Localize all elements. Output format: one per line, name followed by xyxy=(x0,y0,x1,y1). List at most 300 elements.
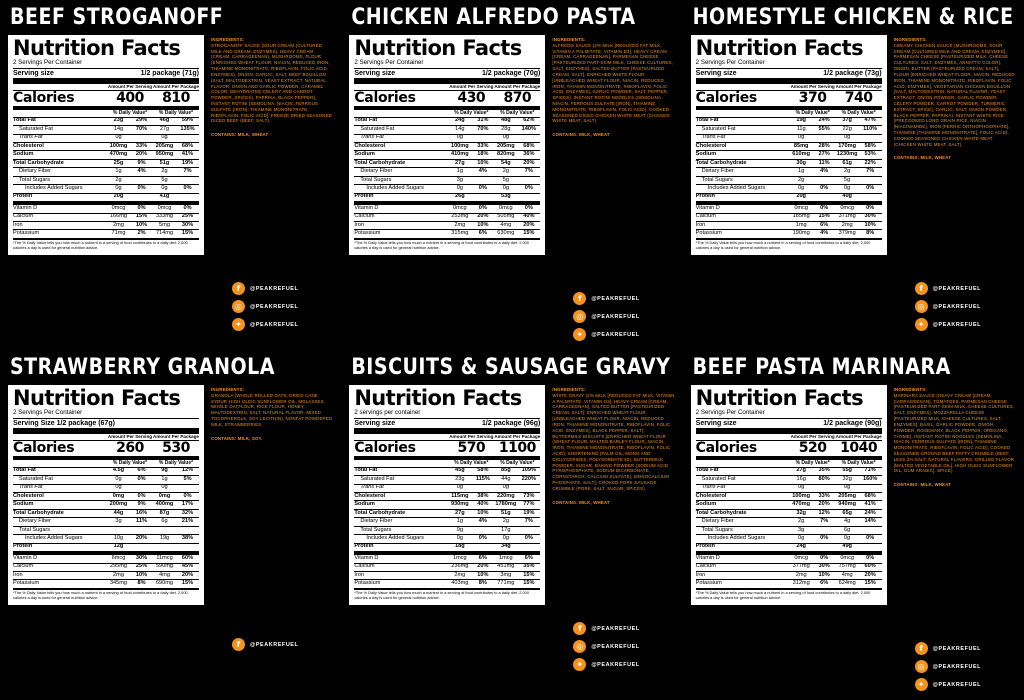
nutrient-amount-package: 0g xyxy=(494,484,517,492)
table-row xyxy=(696,572,882,580)
nutrient-dv-serving: 6% xyxy=(813,222,836,230)
nutrient-dv-serving xyxy=(130,176,153,184)
nutrient-amount-package: 6g xyxy=(153,518,176,526)
nutrient-amount-serving: 166mg xyxy=(107,213,130,221)
calories-per-package: 1100 xyxy=(498,439,536,456)
daily-value-footnote: *The % Daily Value tells you how much a nutrient in a serving of food contributes to a daily diet. 2,000 calories a day is used for general nutrition advice. xyxy=(13,240,188,251)
facebook-icon: f xyxy=(915,282,928,295)
nutrient-amount-serving: 19g xyxy=(790,118,813,126)
nutrient-amount-serving: 3g xyxy=(790,526,813,534)
nutrient-dv-serving xyxy=(471,526,494,534)
nutrient-name: Vitamin D xyxy=(696,553,790,563)
product-title: BISCUITS & SAUSAGE GRAVY xyxy=(351,354,671,380)
table-row xyxy=(13,526,199,534)
nutrient-dv-package: 24% xyxy=(859,509,882,517)
nutrient-dv-serving: 0% xyxy=(813,185,836,193)
dv-header-package: % Daily Value* xyxy=(500,109,535,116)
nutrient-dv-serving: 6% xyxy=(471,230,494,239)
nutrient-amount-package: 333mg xyxy=(153,213,176,221)
table-row xyxy=(13,118,199,126)
nutrient-name: Trans Fat xyxy=(696,484,790,492)
nutrient-name: Protein xyxy=(696,543,790,553)
table-row xyxy=(354,543,540,553)
nutrient-amount-package: 820mg xyxy=(494,151,517,159)
table-row xyxy=(13,580,199,589)
nutrient-dv-serving: 0% xyxy=(130,476,153,484)
nutrient-dv-package: 0% xyxy=(176,492,199,500)
nutrient-name: Calcium xyxy=(13,213,107,221)
table-row xyxy=(696,222,882,230)
dv-header-package: % Daily Value* xyxy=(158,459,194,466)
nutrient-dv-package: 73% xyxy=(517,492,540,500)
nutrient-amount-package: 5g xyxy=(494,176,517,184)
nutrient-dv-package: 15% xyxy=(517,572,540,580)
nutrient-amount-serving: 2mg xyxy=(790,572,813,580)
nutrient-amount-package: 0g xyxy=(153,484,176,492)
nutrient-dv-serving: 16% xyxy=(130,509,153,517)
nutrient-dv-package: 0% xyxy=(517,185,540,193)
table-row xyxy=(13,553,199,563)
nutrition-facts-label xyxy=(349,385,545,605)
nutrient-amount-package: 48g xyxy=(494,118,517,126)
nutrient-name: Protein xyxy=(13,543,107,553)
nutrient-dv-package: 20% xyxy=(517,222,540,230)
nutrient-name: Protein xyxy=(13,193,107,203)
table-row xyxy=(354,159,540,167)
nutrient-dv-package: 15% xyxy=(517,580,540,589)
nutrient-amount-package: 51g xyxy=(494,509,517,517)
nutrient-dv-package: 68% xyxy=(517,142,540,150)
nutrient-dv-serving xyxy=(471,543,494,553)
nutrient-dv-serving: 25% xyxy=(130,563,153,571)
social-twitter[interactable] xyxy=(915,318,981,331)
nutrient-amount-package: 0mcg xyxy=(153,203,176,213)
nutrient-amount-serving: 470mg xyxy=(107,151,130,159)
nutrient-dv-package: 22% xyxy=(859,159,882,167)
nutrient-amount-serving: 100mg xyxy=(107,142,130,150)
social-twitter[interactable] xyxy=(915,678,981,691)
col-amount-per-serving: Amount Per Serving xyxy=(449,433,494,439)
nutrient-amount-serving: 1mg xyxy=(790,222,813,230)
nutrient-name: Protein xyxy=(354,193,448,203)
nutrient-name: Iron xyxy=(13,222,107,230)
nutrient-dv-package: 160% xyxy=(859,476,882,484)
nutrient-name: Saturated Fat xyxy=(354,476,448,484)
nutrient-name: Iron xyxy=(13,572,107,580)
nutrient-amount-serving: 14g xyxy=(448,126,471,134)
nutrient-name: Total Fat xyxy=(696,118,790,126)
nutrient-amount-package: 0g xyxy=(494,535,517,543)
table-row xyxy=(696,484,882,492)
serving-size-label: Serving Size 1/2 package (67g) xyxy=(13,419,115,427)
ingredients-heading: INGREDIENTS: xyxy=(893,387,927,392)
social-instagram[interactable] xyxy=(573,640,639,653)
table-row xyxy=(13,492,199,500)
nutrient-amount-package: 4mg xyxy=(494,222,517,230)
nutrient-name: Potassium xyxy=(354,580,448,589)
table-row xyxy=(13,535,199,543)
nutrient-dv-serving: 115% xyxy=(471,476,494,484)
nutrient-amount-serving: 0g xyxy=(448,535,471,543)
nutrient-dv-serving: 8% xyxy=(471,580,494,589)
nutrition-facts-heading: Nutrition Facts xyxy=(354,386,522,410)
nutrient-rows-0 xyxy=(13,118,199,239)
dv-header-serving: % Daily Value* xyxy=(795,459,830,466)
ingredients-text: STROGANOFF SAUCE [SOUR CREAM (CULTURED MILK AND CREAM, ENZYMES), HEAVY CREAM (CREAM, CARRAGEENAN), MUSHROOMS, FLOUR (ENRICHED WHEAT FLOUR, NIACIN, REDUCED IRON, THIAMINE MONONITRATE, RIBOFLAVIN, FOLIC ACID, ENZYMES), ONION, GARLIC, SALT, BEEF BOUILLON (SALT, MALTODEXTRIN, YEAST EXTRACT, NATURAL FLAVOR, ONION AND GARLIC POWDER, CARAMEL COLOR, DEHYDRATED CELERY AND CARROT POWDER, SPICES), PAPRIKA, BLACK PEPPER], INSTANT ROTINI [SEMOLINA, NIACIN, FERROUS SULFATE (IRON), THIAMINE MONONITRATE, RIBOFLAVIN, FOLIC ACID], FREEZE DRIED SEASONED DICED BEEF (BEEF, SALT). xyxy=(211,42,332,124)
nutrition-facts-heading: Nutrition Facts xyxy=(695,386,863,410)
nutrient-dv-package xyxy=(517,543,540,553)
nutrient-amount-serving: 2mg xyxy=(107,572,130,580)
social-links xyxy=(915,642,981,691)
nutrient-dv-serving: 0% xyxy=(130,492,153,500)
table-row xyxy=(13,159,199,167)
nutrient-amount-package: 2g xyxy=(494,168,517,176)
nutrient-dv-serving: 6% xyxy=(813,580,836,589)
table-row xyxy=(696,134,882,142)
nutrient-amount-serving: 85mg xyxy=(790,142,813,150)
twitter-icon: ✦ xyxy=(573,658,586,671)
nutrient-amount-serving: 23g xyxy=(107,118,130,126)
table-row xyxy=(696,563,882,571)
nutrient-amount-serving xyxy=(107,526,130,534)
dv-header-serving: % Daily Value* xyxy=(112,459,148,466)
table-row xyxy=(354,509,540,517)
facebook-handle: @PEAKREFUEL xyxy=(932,645,982,652)
nutrient-dv-package: 109% xyxy=(517,468,540,476)
nutrient-amount-package: 205mg xyxy=(836,492,859,500)
table-row xyxy=(354,126,540,134)
nutrient-name: Sodium xyxy=(354,151,448,159)
nutrient-dv-serving: 9% xyxy=(130,501,153,509)
nutrient-amount-package: 379mg xyxy=(836,230,859,239)
nutrient-amount-package: 32g xyxy=(836,476,859,484)
table-row xyxy=(696,553,882,563)
nutrient-name: Cholesterol xyxy=(696,492,790,500)
nutrient-dv-serving: 70% xyxy=(130,126,153,134)
nutrient-amount-serving: 345mg xyxy=(107,580,130,589)
dv-header-serving: % Daily Value* xyxy=(112,109,148,116)
table-row xyxy=(696,118,882,126)
serving-size-label: Serving size xyxy=(695,69,737,77)
table-row xyxy=(354,168,540,176)
nutrient-amount-package: 624mg xyxy=(836,580,859,589)
nutrient-dv-serving xyxy=(130,526,153,534)
social-instagram[interactable] xyxy=(232,300,298,313)
nutrient-dv-package: 47% xyxy=(859,118,882,126)
twitter-icon: ✦ xyxy=(915,318,928,331)
col-amount-per-package: Amount Per Package xyxy=(494,83,541,89)
nutrient-name: Total Sugars xyxy=(13,526,107,534)
serving-size-label: Serving size xyxy=(695,419,737,427)
nutrient-name: Total Sugars xyxy=(696,526,790,534)
social-twitter[interactable] xyxy=(232,318,298,331)
nutrient-dv-serving: 4% xyxy=(471,518,494,526)
nutrient-dv-package: 53% xyxy=(859,151,882,159)
contains-text: CONTAINS: MILK, WHEAT xyxy=(552,132,610,138)
nutrient-amount-package: 205mg xyxy=(494,142,517,150)
table-row xyxy=(354,222,540,230)
nutrient-amount-package xyxy=(153,526,176,534)
social-twitter[interactable] xyxy=(573,328,639,341)
nutrient-amount-package: 0mcg xyxy=(836,553,859,563)
nutrient-name: Total Fat xyxy=(354,118,448,126)
nutrient-dv-serving: 27% xyxy=(813,151,836,159)
nutrient-name: Total Fat xyxy=(13,118,107,126)
nutrient-amount-serving: 100mg xyxy=(448,142,471,150)
social-facebook[interactable] xyxy=(573,292,639,305)
nutrient-amount-package: 0g xyxy=(494,134,517,142)
contains-text: CONTAINS: MILK, WHEAT xyxy=(211,132,269,138)
table-row xyxy=(13,518,199,526)
ingredients-heading: INGREDIENTS: xyxy=(552,387,586,392)
nutrient-amount-serving: 185mg xyxy=(790,213,813,221)
table-row xyxy=(354,501,540,509)
nutrient-dv-serving: 0% xyxy=(130,185,153,193)
servings-per-container: 2 Servings Per Container xyxy=(13,60,199,69)
nutrient-amount-serving: 2g xyxy=(107,176,130,184)
social-facebook[interactable] xyxy=(232,638,298,651)
nutrient-amount-serving: 0g xyxy=(448,185,471,193)
table-row xyxy=(13,176,199,184)
nutrient-name: Total Fat xyxy=(354,468,448,476)
ingredients-block xyxy=(211,35,333,138)
nutrient-dv-serving: 11% xyxy=(813,159,836,167)
nutrient-name: Dietary Fiber xyxy=(13,518,107,526)
nutrient-amount-package: 87g xyxy=(153,509,176,517)
nutrient-amount-package: 6g xyxy=(836,526,859,534)
table-row xyxy=(354,230,540,239)
nutrient-name: Total Sugars xyxy=(13,176,107,184)
nutrient-dv-package xyxy=(859,543,882,553)
contains-text: CONTAINS: MILK, WHEAT xyxy=(893,482,952,488)
nutrient-amount-package: 49g xyxy=(836,543,859,553)
nutrient-dv-serving: 7% xyxy=(813,518,836,526)
nutrient-amount-serving: 0g xyxy=(107,484,130,492)
nutrient-dv-serving: 15% xyxy=(130,213,153,221)
ingredients-block xyxy=(552,385,674,505)
nutrient-name: Includes Added Sugars xyxy=(13,185,107,193)
social-facebook[interactable] xyxy=(915,282,981,295)
nutrient-name: Total Carbohydrate xyxy=(13,509,107,517)
nutrient-name: Dietary Fiber xyxy=(354,518,448,526)
nutrient-dv-package: 41% xyxy=(859,501,882,509)
nutrient-name: Total Carbohydrate xyxy=(696,159,790,167)
table-row xyxy=(696,126,882,134)
calories-per-serving: 260 xyxy=(116,439,144,456)
nutrient-dv-package: 20% xyxy=(859,572,882,580)
calories-per-serving: 400 xyxy=(116,89,144,106)
nutrient-dv-package xyxy=(517,484,540,492)
product-title: BEEF STROGANOFF xyxy=(10,4,224,30)
nutrient-dv-serving: 0% xyxy=(130,203,153,213)
nutrient-table xyxy=(13,118,199,240)
facebook-handle: @PEAKREFUEL xyxy=(932,285,982,292)
nutrient-name: Dietary Fiber xyxy=(696,518,790,526)
nutrient-table xyxy=(696,468,882,590)
nutrient-amount-serving: 403mg xyxy=(448,580,471,589)
table-row xyxy=(354,151,540,159)
nutrient-dv-package xyxy=(859,134,882,142)
calories-per-serving: 520 xyxy=(798,439,827,456)
nutrient-name: Total Carbohydrate xyxy=(13,159,107,167)
nutrient-amount-package: 37g xyxy=(836,118,859,126)
social-facebook[interactable] xyxy=(232,282,298,295)
ingredients-heading: INGREDIENTS: xyxy=(211,387,245,392)
nutrient-dv-serving: 10% xyxy=(471,509,494,517)
nutrient-dv-serving: 0% xyxy=(813,535,836,543)
nutrient-dv-package: 15% xyxy=(176,580,199,589)
nutrient-amount-serving: 0mg xyxy=(107,492,130,500)
table-row xyxy=(354,553,540,563)
table-row xyxy=(13,203,199,213)
ingredients-block xyxy=(894,385,1016,488)
social-links xyxy=(232,282,298,331)
nutrient-name: Sodium xyxy=(354,501,448,509)
nutrient-dv-serving: 80% xyxy=(813,476,836,484)
nutrient-amount-serving: 0g xyxy=(790,185,813,193)
social-facebook[interactable] xyxy=(573,622,639,635)
table-row xyxy=(696,203,882,213)
nutrient-dv-package: 15% xyxy=(517,230,540,239)
nutrient-amount-serving: 0g xyxy=(790,134,813,142)
nutrient-name: Potassium xyxy=(354,230,448,239)
calories-label: Calories xyxy=(354,89,416,106)
nutrient-dv-package: 62% xyxy=(517,118,540,126)
ingredients-heading: INGREDIENTS: xyxy=(552,37,586,42)
ingredients-text: MARINARA SAUCE (HEAVY CREAM [CREAM, CARRAGEENAN], TOMATOES, PARMESAN CHEESE [PASTEURIZED PART-SKIM MILK, CHEESE CULTURES, SALT, ENZYMES], MOZZARELLA CHEESE [PASTEURIZED MILK, CHEESE CULTURES, SALT, ENZYMES], BASIL, GARLIC POWDER, ONION POWDER, ROSEMARY, BLACK PEPPER, OREGANO, THYME), INSTANT ROTINI NOODLES (SEMOLINA, NIACIN, FERROUS SULFATE [IRON], THIAMINE MONONITRATE, RIBOFLAVIN, FOLIC ACID), COOKED SEASONED GROUND BEEF PATTY CRUMBLE (BEEF, LESS 2% SALT, NATURAL FLAVORS, GRILLED FLAVOR [MALTED VEGETABLE OIL], HIGH OLEIC SUNFLOWER OIL, GUM ARABIC], SPICE) xyxy=(893,392,1015,474)
nutrient-dv-serving xyxy=(813,193,836,203)
servings-per-container: 2 Servings Per Container xyxy=(13,410,199,419)
nutrient-name: Saturated Fat xyxy=(696,126,790,134)
servings-per-container: 2 Servings Per Container xyxy=(696,60,882,69)
nutrient-dv-serving: 4% xyxy=(813,168,836,176)
nutrient-dv-package: 0% xyxy=(176,203,199,213)
nutrient-amount-package: 65g xyxy=(836,509,859,517)
nutrient-dv-package: 58% xyxy=(859,142,882,150)
table-row xyxy=(696,193,882,203)
nutrient-rows-3 xyxy=(13,468,199,589)
calories-label: Calories xyxy=(695,439,757,456)
social-links xyxy=(573,292,639,341)
nutrition-facts-label xyxy=(691,35,887,255)
nutrient-dv-serving: 20% xyxy=(813,501,836,509)
table-row xyxy=(13,509,199,517)
social-twitter[interactable] xyxy=(573,658,639,671)
nutrient-amount-serving: 377mg xyxy=(790,563,813,571)
nutrient-dv-serving: 70% xyxy=(471,126,494,134)
ingredients-heading: INGREDIENTS: xyxy=(893,37,927,42)
nutrient-dv-serving: 38% xyxy=(471,492,494,500)
social-instagram[interactable] xyxy=(573,310,639,323)
social-instagram[interactable] xyxy=(915,300,981,313)
nutrient-name: Cholesterol xyxy=(13,492,107,500)
nutrient-amount-package: 940mg xyxy=(836,501,859,509)
nutrient-dv-serving: 35% xyxy=(813,468,836,476)
col-amount-per-package: Amount Per Package xyxy=(153,83,199,89)
nutrient-dv-package: 0% xyxy=(517,535,540,543)
nutrient-rows-4 xyxy=(354,468,540,589)
table-row xyxy=(13,151,199,159)
serving-size-value: 1/2 package (71g) xyxy=(140,69,199,77)
table-row xyxy=(13,476,199,484)
social-instagram[interactable] xyxy=(915,660,981,673)
ingredients-block xyxy=(894,35,1016,161)
nutrient-amount-package: 1780mg xyxy=(494,501,517,509)
instagram-handle: @PEAKREFUEL xyxy=(591,643,640,650)
product-title: STRAWBERRY GRANOLA xyxy=(10,354,275,380)
nutrient-amount-serving: 1g xyxy=(107,168,130,176)
nutrient-table xyxy=(696,118,882,240)
nutrient-amount-package: 690mg xyxy=(153,580,176,589)
col-amount-per-package: Amount Per Package xyxy=(494,433,541,439)
nutrient-amount-serving: 0g xyxy=(107,476,130,484)
nutrient-dv-package: 0% xyxy=(176,185,199,193)
nutrient-amount-package: 5mg xyxy=(153,222,176,230)
nutrient-dv-serving: 20% xyxy=(130,535,153,543)
nutrition-facts-label xyxy=(691,385,887,605)
nutrient-name: Trans Fat xyxy=(354,134,448,142)
nutrient-dv-serving: 6% xyxy=(130,468,153,476)
table-row xyxy=(696,580,882,589)
nutrient-amount-serving: 610mg xyxy=(790,151,813,159)
product-panel-homestyle-chicken-and-rice xyxy=(683,0,1024,350)
nutrient-name: Sodium xyxy=(696,501,790,509)
nutrient-dv-package: 14% xyxy=(859,518,882,526)
table-row xyxy=(13,501,199,509)
social-facebook[interactable] xyxy=(915,642,981,655)
table-row xyxy=(354,118,540,126)
nutrient-amount-serving: 470mg xyxy=(790,501,813,509)
nutrient-dv-package: 59% xyxy=(176,118,199,126)
nutrient-table xyxy=(354,468,540,590)
nutrient-amount-serving: 2g xyxy=(790,176,813,184)
table-row xyxy=(354,476,540,484)
nutrient-dv-package xyxy=(176,484,199,492)
nutrient-amount-serving: 0g xyxy=(790,484,813,492)
nutrient-dv-package: 68% xyxy=(176,142,199,150)
twitter-handle: @PEAKREFUEL xyxy=(591,661,640,668)
nutrient-dv-serving xyxy=(130,484,153,492)
nutrient-amount-package: 54g xyxy=(494,159,517,167)
table-row xyxy=(354,468,540,476)
col-amount-per-package: Amount Per Package xyxy=(153,433,199,439)
nutrient-dv-serving: 29% xyxy=(130,118,153,126)
nutrient-amount-serving: 3g xyxy=(107,518,130,526)
nutrient-amount-serving: 0g xyxy=(107,185,130,193)
table-row xyxy=(696,159,882,167)
calories-per-package: 530 xyxy=(162,439,190,456)
daily-value-footnote: *The % Daily Value tells you how much a nutrient in a serving of food contributes to a daily diet. 2,000 calories a day is used for general nutrition advice. xyxy=(695,240,871,251)
table-row xyxy=(13,543,199,553)
nutrient-amount-serving: 14g xyxy=(107,126,130,134)
nutrient-amount-package: 0mg xyxy=(153,492,176,500)
facebook-icon: f xyxy=(232,282,245,295)
instagram-icon: ◎ xyxy=(573,640,586,653)
table-row xyxy=(354,580,540,589)
nutrient-dv-package: 110% xyxy=(859,126,882,134)
nutrient-amount-package: 0g xyxy=(836,185,859,193)
table-row xyxy=(696,168,882,176)
nutrient-dv-serving xyxy=(813,134,836,142)
twitter-icon: ✦ xyxy=(573,328,586,341)
nutrient-name: Saturated Fat xyxy=(13,126,107,134)
col-amount-per-serving: Amount Per Serving xyxy=(107,83,153,89)
nutrient-dv-serving: 11% xyxy=(130,518,153,526)
nutrient-dv-package: 36% xyxy=(517,151,540,159)
nutrient-amount-package: 2g xyxy=(153,168,176,176)
dv-header-package: % Daily Value* xyxy=(841,459,876,466)
table-row xyxy=(354,176,540,184)
